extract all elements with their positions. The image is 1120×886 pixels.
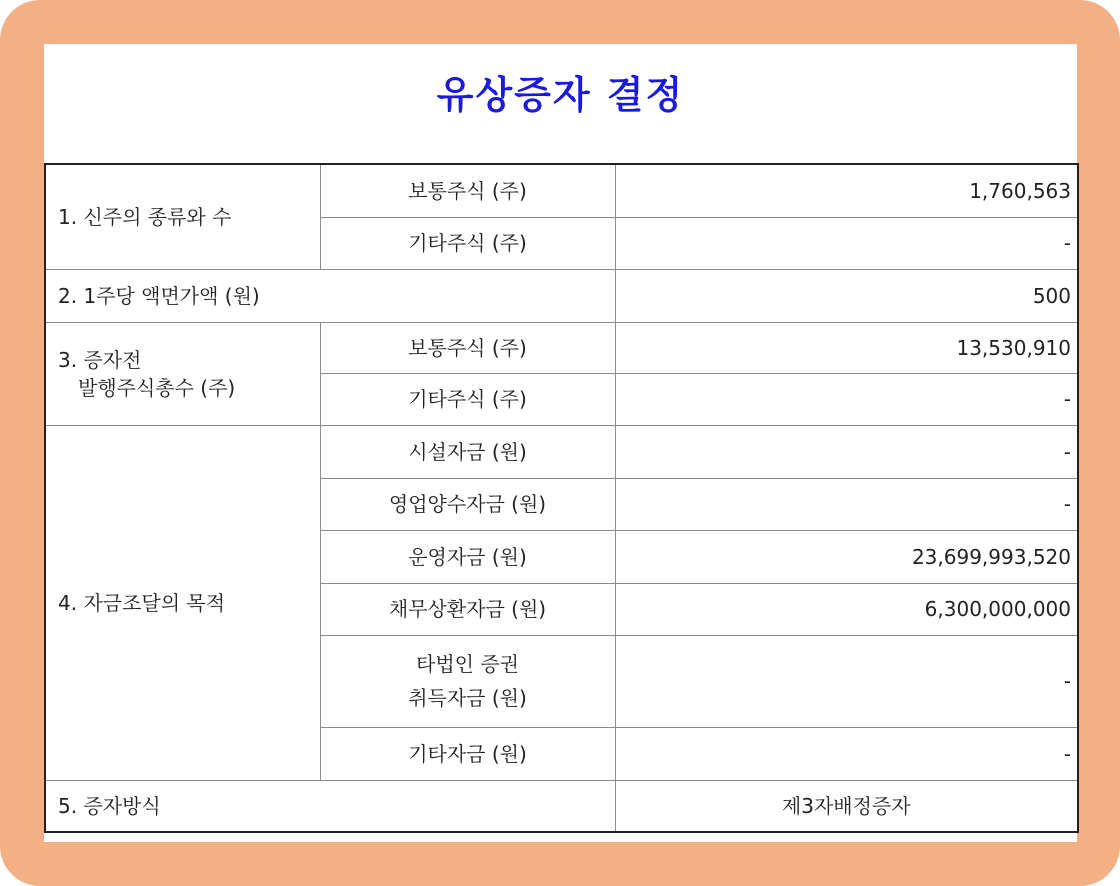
- row3-other-value: -: [615, 373, 1078, 425]
- row4-item-label-line2: 취득자금 (원): [408, 686, 527, 710]
- table-row: [45, 425, 1078, 478]
- row2-label: 2. 1주당 액면가액 (원): [45, 269, 615, 322]
- table-row: [45, 164, 1078, 217]
- row3-common-label: 보통주식 (주): [320, 322, 615, 373]
- row1-other-label: 기타주식 (주): [320, 217, 615, 269]
- row3-label-line2: 발행주식총수 (주): [78, 375, 236, 400]
- row3-common-value: 13,530,910: [615, 322, 1078, 373]
- document-title: 유상증자 결정: [436, 72, 685, 117]
- row4-item-label: 기타자금 (원): [320, 727, 615, 780]
- row5-label: 5. 증자방식: [45, 780, 615, 832]
- row4-item-label: 운영자금 (원): [320, 530, 615, 583]
- row4-item-value: -: [615, 478, 1078, 530]
- row4-item-value: -: [615, 727, 1078, 780]
- row4-item-label-line1: 타법인 증권: [416, 652, 519, 676]
- row1-other-value: -: [615, 217, 1078, 269]
- row5-value: 제3자배정증자: [615, 780, 1078, 832]
- table-row: [45, 269, 1078, 322]
- row4-item-label: 시설자금 (원): [320, 425, 615, 478]
- row4-item-value: 6,300,000,000: [615, 583, 1078, 635]
- row4-item-label: 영업양수자금 (원): [320, 478, 615, 530]
- row1-common-value: 1,760,563: [615, 164, 1078, 217]
- row4-item-value: 23,699,993,520: [615, 530, 1078, 583]
- row4-item-label: [320, 635, 615, 727]
- row1-label: 1. 신주의 종류와 수: [45, 164, 320, 269]
- row3-other-label: 기타주식 (주): [320, 373, 615, 425]
- row4-label: 4. 자금조달의 목적: [45, 425, 320, 780]
- table-row: [45, 322, 1078, 373]
- row2-value: 500: [615, 269, 1078, 322]
- row4-item-value: -: [615, 425, 1078, 478]
- table-row: [45, 780, 1078, 832]
- document-paper: [44, 44, 1077, 842]
- row1-common-label: 보통주식 (주): [320, 164, 615, 217]
- row4-item-value: -: [615, 635, 1078, 727]
- row3-label-line1: 3. 증자전: [58, 347, 142, 372]
- row3-label: [45, 322, 320, 425]
- capital-increase-table: [44, 163, 1079, 833]
- row4-item-label: 채무상환자금 (원): [320, 583, 615, 635]
